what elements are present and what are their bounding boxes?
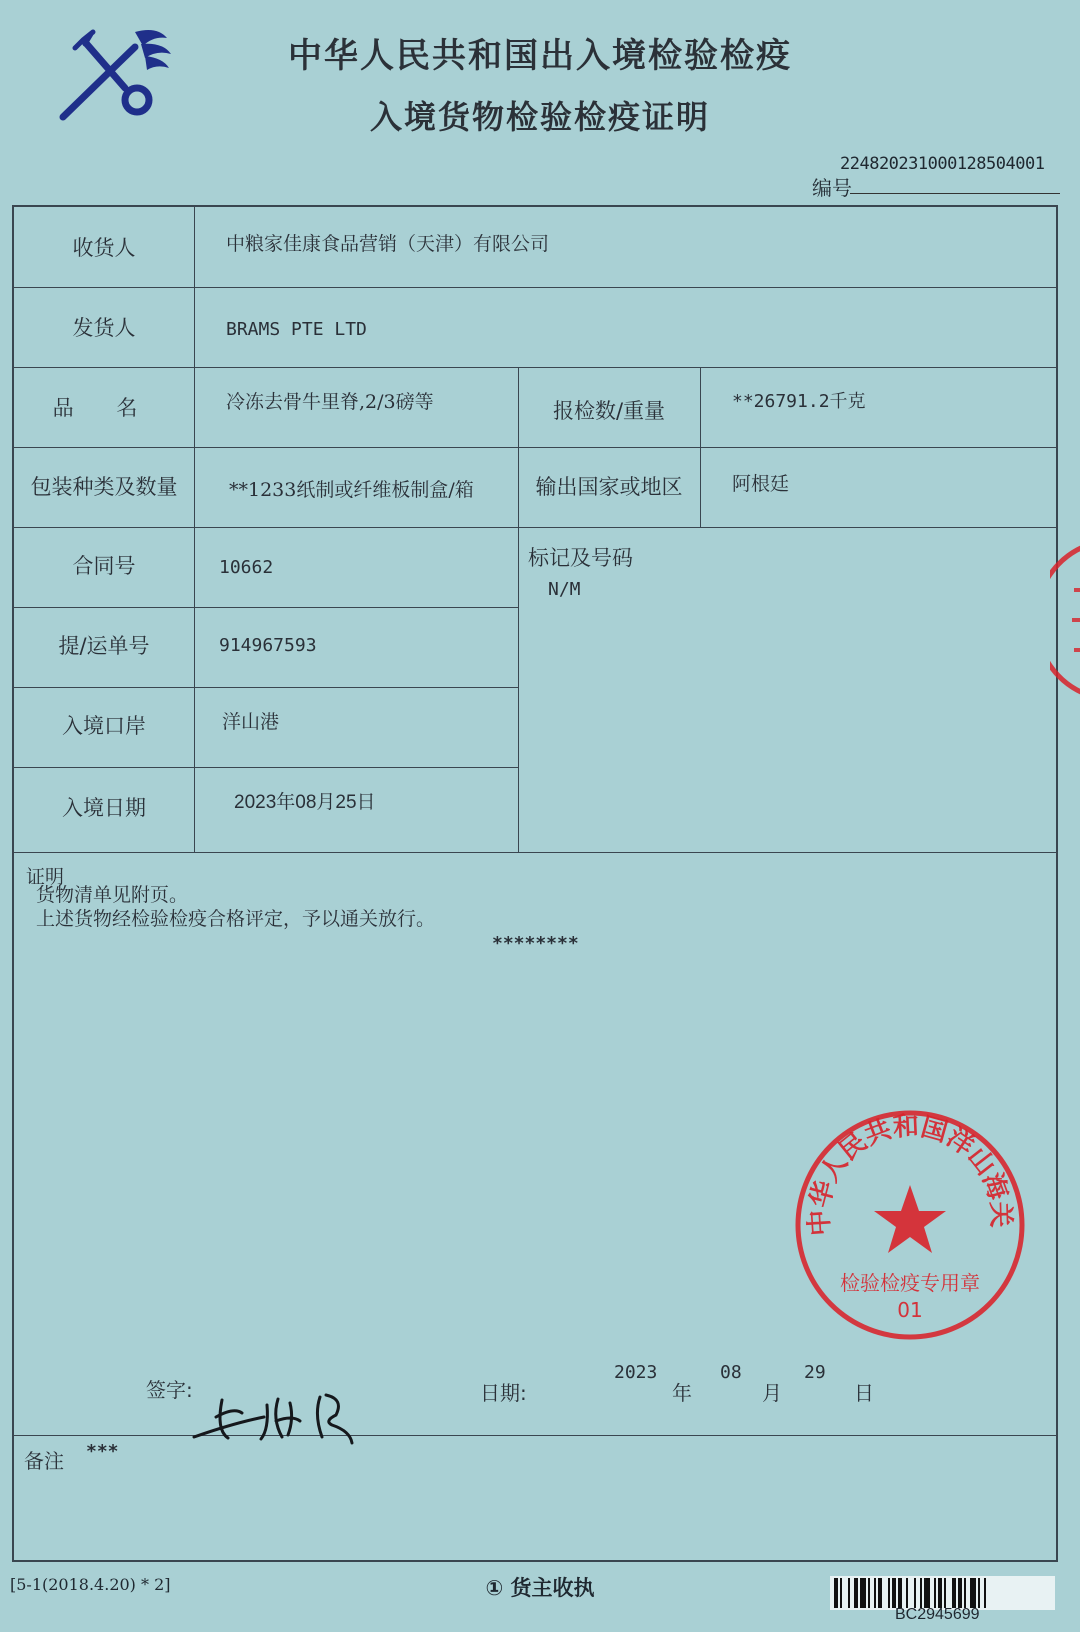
product-name-value: 冷冻去骨牛里脊,2/3磅等 xyxy=(226,391,434,413)
certificate-number-underline xyxy=(850,193,1060,194)
bill-of-lading-label: 提/运单号 xyxy=(58,634,150,658)
seal-number: 01 xyxy=(897,1298,923,1322)
form-number: [5-1(2018.4.20) * 2] xyxy=(10,1575,171,1594)
certification-line2: 上述货物经检验检疫合格评定，予以通关放行。 xyxy=(36,908,436,930)
marks-value: N/M xyxy=(548,579,581,600)
sign-date-year: 2023 xyxy=(614,1362,658,1383)
consignor-value: BRAMS PTE LTD xyxy=(226,319,367,340)
contract-no-label: 合同号 xyxy=(72,554,136,578)
row-divider xyxy=(14,1435,1058,1436)
column-divider xyxy=(194,207,195,852)
signature-label: 签字: xyxy=(146,1378,193,1402)
barcode xyxy=(830,1576,1055,1610)
packing-value: **1233纸制或纤维板制盒/箱 xyxy=(229,479,474,501)
certification-stars: ******** xyxy=(492,933,579,954)
partial-seal-edge xyxy=(1050,540,1080,700)
row-divider xyxy=(14,607,518,608)
handwritten-signature xyxy=(192,1385,372,1445)
document-title-line2: 入境货物检验检疫证明 xyxy=(369,98,710,136)
year-unit: 年 xyxy=(672,1381,692,1405)
entry-date-value: 2023年08月25日 xyxy=(234,792,376,813)
customs-seal xyxy=(790,1105,1030,1345)
row-divider xyxy=(14,687,518,688)
marks-label: 标记及号码 xyxy=(528,546,633,570)
certificate-number: 224820231000128504001 xyxy=(840,154,1045,174)
column-divider xyxy=(518,367,519,852)
sign-date-month: 08 xyxy=(720,1362,742,1383)
product-name-label: 品 名 xyxy=(52,396,156,420)
consignee-label: 收货人 xyxy=(72,236,136,260)
certificate-table xyxy=(12,205,1058,1562)
contract-no-value: 10662 xyxy=(219,557,274,578)
bill-of-lading-value: 914967593 xyxy=(219,635,317,656)
remarks-value: *** xyxy=(86,1441,119,1462)
certification-label: 证明 xyxy=(26,866,65,888)
copy-designation: ① 货主收执 xyxy=(485,1576,595,1600)
document-title-line1: 中华人民共和国出入境检验检疫 xyxy=(288,36,792,76)
consignor-label: 发货人 xyxy=(72,316,136,340)
row-divider xyxy=(14,287,1058,288)
remarks-label: 备注 xyxy=(24,1449,64,1473)
day-unit: 日 xyxy=(854,1381,874,1405)
row-divider xyxy=(14,852,1058,853)
origin-country-value: 阿根廷 xyxy=(732,473,790,495)
origin-country-label: 输出国家或地区 xyxy=(535,475,683,499)
row-divider xyxy=(14,447,1058,448)
sign-date-day: 29 xyxy=(804,1362,826,1383)
sign-date-label: 日期: xyxy=(480,1381,527,1405)
certificate-number-label: 编号 xyxy=(812,176,852,200)
month-unit: 月 xyxy=(762,1381,782,1405)
quantity-weight-label: 报检数/重量 xyxy=(552,399,666,423)
row-divider xyxy=(14,527,1058,528)
entry-port-label: 入境口岸 xyxy=(62,714,146,738)
row-divider xyxy=(14,367,1058,368)
row-divider xyxy=(14,767,518,768)
entry-date-label: 入境日期 xyxy=(62,796,146,820)
quantity-weight-value: **26791.2千克 xyxy=(732,391,866,412)
packing-label: 包装种类及数量 xyxy=(30,475,178,499)
consignee-value: 中粮家佳康食品营销（天津）有限公司 xyxy=(226,233,550,255)
seal-inner-text: 检验检疫专用章 xyxy=(840,1271,980,1295)
seal-outer-text: 中华人民共和国洋山海关 xyxy=(804,1111,1016,1237)
column-divider xyxy=(700,367,701,527)
barcode-number: BC2945699 xyxy=(895,1606,980,1623)
certification-line1: 货物清单见附页。 xyxy=(36,884,189,906)
entry-port-value: 洋山港 xyxy=(222,711,280,733)
